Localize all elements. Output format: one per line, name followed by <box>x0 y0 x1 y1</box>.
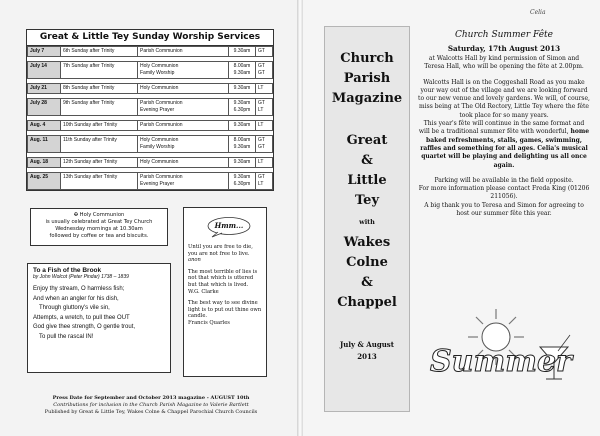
table-row <box>28 121 273 131</box>
table-row <box>28 84 273 94</box>
issue-date: July & August <box>339 340 394 349</box>
quote-text: Until you are free to die, you are not free to live. <box>188 244 253 257</box>
quotes-box <box>183 207 267 377</box>
magazine-title-panel <box>324 26 410 412</box>
fete-highlight: home baked refreshments, stalls, games, swimming, raffles and something for all ages. Celia's musical quartet will be playing and delighting us all once again. <box>420 128 590 169</box>
sunday-name: 7th Sunday after Trinity <box>61 62 138 79</box>
fete-paragraph: For more information please contact Freda King (01206 211056). <box>418 185 590 201</box>
service-date: Aug. 18 <box>28 158 61 168</box>
title-line: Magazine <box>331 91 403 106</box>
service-name: Parish Communion <box>138 47 229 57</box>
service-time: 9.30am <box>229 47 256 57</box>
title-line: Little <box>347 173 387 188</box>
sunday-name: 10th Sunday after Trinity <box>61 121 138 131</box>
title-line: & <box>361 275 373 290</box>
left-footer <box>20 395 282 416</box>
service-time: 9.30am 6.30pm <box>229 99 256 116</box>
title-line: Wakes <box>343 235 391 250</box>
press-date: Press Date for September and October 2013 magazine - AUGUST 10th <box>52 395 250 401</box>
holy-communion-line: Wednesday mornings at 10.30am <box>55 226 143 232</box>
service-time: 9.30am <box>229 84 256 94</box>
quote-text: The most terrible of lies is not that which is uttered but that which is lived. <box>188 268 258 288</box>
contributions-note: Contributions for inclusion in the Church Parish Magazine to Valerie Bartlett <box>53 402 249 408</box>
church-code: GT LT <box>256 99 273 116</box>
fete-paragraph: A big thank you to Teresa and Simon for agreeing to host our summer fête this year. <box>424 201 584 218</box>
sunday-name: 12th Sunday after Trinity <box>61 158 138 168</box>
poem-line: To pull the rascal IN! <box>39 333 94 340</box>
poem-line: Attempts, a wretch, to pull thee OUT <box>33 314 130 321</box>
service-time: 9.30am <box>229 121 256 131</box>
issue-year: 2013 <box>357 352 377 361</box>
service-name: Holy Communion <box>138 158 229 168</box>
fete-date: Saturday, 17th August 2013 <box>447 44 561 53</box>
fete-text: This year's fête will continue in the same format and will be a traditional summer fête with wonderful, <box>418 120 585 136</box>
worship-schedule <box>26 29 274 191</box>
service-name: Parish Communion <box>138 121 229 131</box>
sunday-name: 8th Sunday after Trinity <box>61 84 138 94</box>
church-code: GT GT <box>256 62 273 79</box>
service-time: 8.00am 9.30am <box>229 62 256 79</box>
table-row <box>28 99 273 116</box>
fete-paragraph: Parking will be available in the field opposite. <box>434 176 574 184</box>
title-line: Great <box>346 133 388 148</box>
holy-communion-box <box>30 208 168 246</box>
service-time: 9.30am <box>229 158 256 168</box>
summer-illustration <box>422 305 582 393</box>
table-row <box>28 158 273 168</box>
quote <box>188 269 262 295</box>
fete-paragraph: at Walcotts Hall by kind permission of Simon and Teresa Hall, who will be opening the fête at 2.00pm. <box>424 55 584 71</box>
service-time: 9.30am 6.30pm <box>229 173 256 190</box>
holy-communion-heading: ✠ Holy Communion <box>73 212 125 218</box>
service-date: Aug. 11 <box>28 136 61 153</box>
fete-paragraph <box>418 120 590 170</box>
quote <box>188 300 262 326</box>
sunday-name: 9th Sunday after Trinity <box>61 99 138 116</box>
service-time: 8.00am 9.30am <box>229 136 256 153</box>
holy-communion-line: is usually celebrated at Great Tey Church <box>45 219 153 225</box>
service-name: Holy Communion Family Worship <box>138 62 229 79</box>
handwritten-note: Celia <box>530 9 546 16</box>
service-date: July 7 <box>28 47 61 57</box>
poem-line: God give thee strength, O gentle trout, <box>33 324 136 330</box>
service-date: July 28 <box>28 99 61 116</box>
worship-table <box>27 46 273 190</box>
poem-line: Through gluttony's vile sin, <box>39 305 110 311</box>
table-row <box>28 62 273 79</box>
poem-author: by John Wolcot (Peter Pindar) 1738 – 1839 <box>33 274 129 280</box>
quotes-heading: Hmm... <box>214 221 244 230</box>
quote-text: The best way to see divine light is to put out thine own candle. <box>188 300 262 320</box>
poem-title: To a Fish of the Brook <box>33 267 102 274</box>
service-name: Parish Communion Evening Prayer <box>138 99 229 116</box>
quote-author: W.G. Clarke <box>188 288 219 295</box>
service-date: July 14 <box>28 62 61 79</box>
title-line: Church <box>340 51 394 66</box>
service-date: Aug. 25 <box>28 173 61 190</box>
title-line: Colne <box>346 255 388 270</box>
title-line: Tey <box>354 193 379 208</box>
service-name: Parish Communion Evening Prayer <box>138 173 229 190</box>
church-code: GT LT <box>256 173 273 190</box>
holy-communion-line: followed by coffee or tea and biscuits. <box>49 233 149 239</box>
worship-title: Great & Little Tey Sunday Worship Services <box>27 30 273 46</box>
service-name: Holy Communion Family Worship <box>138 136 229 153</box>
sunday-name: 6th Sunday after Trinity <box>61 47 138 57</box>
service-date: Aug. 4 <box>28 121 61 131</box>
church-code: GT GT <box>256 136 273 153</box>
service-date: July 21 <box>28 84 61 94</box>
title-line: Parish <box>343 71 391 86</box>
table-row <box>28 136 273 153</box>
fete-title: Church Summer Fête <box>454 30 554 40</box>
publisher-line: Published by Great & Little Tey, Wakes Colne & Chappel Parochial Church Councils <box>44 409 258 415</box>
title-line: & <box>361 153 373 168</box>
summer-fete-article <box>418 30 590 225</box>
fete-paragraph: Walcotts Hall is on the Coggeshall Road as you make your way out of the village and we are looking forward to our new venue and lovely gardens. We will, of course, miss being at The Old Rectory, Little Tey where the fête took place for so many years. <box>418 78 590 119</box>
summer-word: Summer <box>430 344 572 379</box>
church-code: LT <box>256 158 273 168</box>
poem-line: And when an angler for his dish, <box>33 295 119 302</box>
church-code: LT <box>256 84 273 94</box>
poem-box <box>27 263 171 373</box>
church-code: GT <box>256 47 273 57</box>
quote-author: anon <box>188 257 201 264</box>
church-code: LT <box>256 121 273 131</box>
title-with: with <box>359 218 375 226</box>
service-name: Holy Communion <box>138 84 229 94</box>
table-row <box>28 173 273 190</box>
sunday-name: 13th Sunday after Trinity <box>61 173 138 190</box>
table-row <box>28 47 273 57</box>
poem-line: Enjoy thy stream, O harmless fish; <box>33 286 125 292</box>
sunday-name: 11th Sunday after Trinity <box>61 136 138 153</box>
quote-author: Francis Quarles <box>188 319 230 326</box>
quote <box>188 244 262 264</box>
title-line: Chappel <box>337 295 397 310</box>
